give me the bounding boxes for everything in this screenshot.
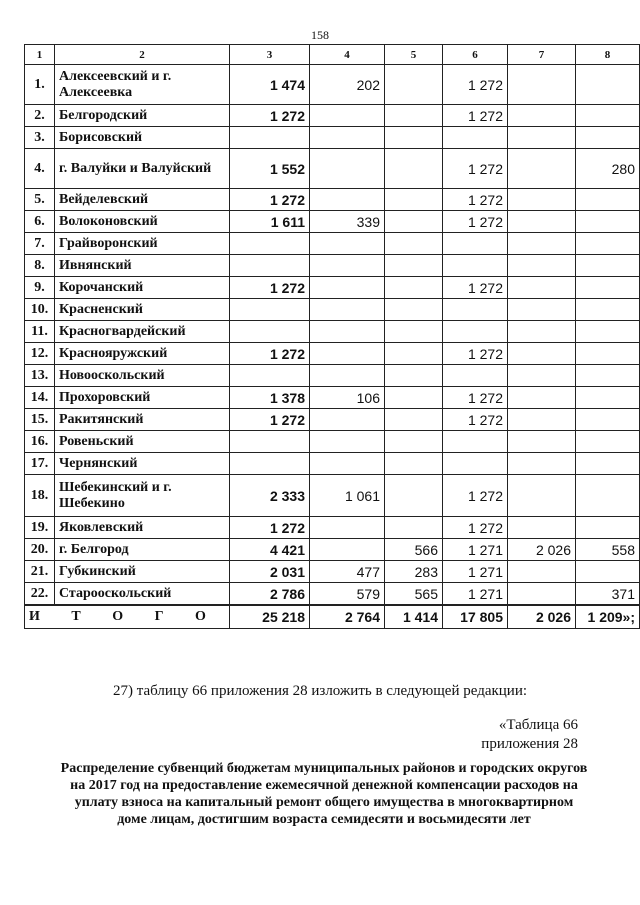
value-col-7 <box>508 149 576 189</box>
row-number: 11. <box>25 321 55 343</box>
row-number: 1. <box>25 65 55 105</box>
value-col-5 <box>385 409 443 431</box>
value-col-5 <box>385 211 443 233</box>
row-number: 3. <box>25 127 55 149</box>
value-col-7 <box>508 65 576 105</box>
value-col-4 <box>310 453 385 475</box>
value-col-6: 1 272 <box>443 475 508 517</box>
value-col-4 <box>310 343 385 365</box>
table-row <box>25 105 640 127</box>
table-row <box>25 189 640 211</box>
value-col-4: 1 061 <box>310 475 385 517</box>
value-col-6: 1 272 <box>443 211 508 233</box>
value-col-3 <box>230 365 310 387</box>
value-col-4 <box>310 299 385 321</box>
value-col-5: 566 <box>385 539 443 561</box>
value-col-4 <box>310 277 385 299</box>
page-number: 158 <box>311 28 329 42</box>
value-col-6: 1 272 <box>443 343 508 365</box>
district-name: Красненский <box>55 299 230 321</box>
value-col-4 <box>310 365 385 387</box>
value-col-6 <box>443 233 508 255</box>
value-col-6 <box>443 453 508 475</box>
value-col-5 <box>385 517 443 539</box>
row-number: 13. <box>25 365 55 387</box>
value-col-6: 1 272 <box>443 387 508 409</box>
row-number: 10. <box>25 299 55 321</box>
district-name: Красногвардейский <box>55 321 230 343</box>
value-col-4 <box>310 517 385 539</box>
value-col-5: 565 <box>385 583 443 606</box>
value-col-7: 2 026 <box>508 539 576 561</box>
row-number: 12. <box>25 343 55 365</box>
row-number: 14. <box>25 387 55 409</box>
row-number: 17. <box>25 453 55 475</box>
value-col-3 <box>230 299 310 321</box>
row-number: 16. <box>25 431 55 453</box>
row-number: 22. <box>25 583 55 606</box>
value-col-3 <box>230 127 310 149</box>
row-number: 9. <box>25 277 55 299</box>
table-row <box>25 277 640 299</box>
value-col-6 <box>443 431 508 453</box>
table-row <box>25 475 640 517</box>
value-col-6: 1 272 <box>443 149 508 189</box>
value-col-5 <box>385 365 443 387</box>
value-col-8 <box>576 517 640 539</box>
value-col-6: 1 272 <box>443 189 508 211</box>
table-row <box>25 127 640 149</box>
table-row <box>25 387 640 409</box>
value-col-5 <box>385 149 443 189</box>
total-c5: 1 414 <box>385 605 443 629</box>
value-col-4: 579 <box>310 583 385 606</box>
value-col-8 <box>576 255 640 277</box>
value-col-5 <box>385 343 443 365</box>
value-col-8 <box>576 561 640 583</box>
value-col-7 <box>508 475 576 517</box>
value-col-8 <box>576 105 640 127</box>
district-name: г. Белгород <box>55 539 230 561</box>
value-col-8 <box>576 299 640 321</box>
table-row <box>25 299 640 321</box>
value-col-3 <box>230 453 310 475</box>
value-col-7 <box>508 561 576 583</box>
value-col-8 <box>576 409 640 431</box>
value-col-3 <box>230 255 310 277</box>
table-heading: Распределение субвенций бюджетам муниципальных районов и городских округов на 2017 год на предоставление ежемесячной денежной компенсации расходов на уплату взноса на капитальный ремонт общего имущества в многоквартирном доме лицам, достигшим возраста семидесяти и восьмидесяти лет <box>60 761 588 827</box>
value-col-8 <box>576 189 640 211</box>
row-number: 15. <box>25 409 55 431</box>
value-col-3: 1 272 <box>230 343 310 365</box>
value-col-3 <box>230 321 310 343</box>
column-header: 3 <box>230 45 310 65</box>
value-col-4 <box>310 539 385 561</box>
value-col-3: 1 552 <box>230 149 310 189</box>
row-number: 2. <box>25 105 55 127</box>
value-col-6: 1 272 <box>443 517 508 539</box>
district-name: Шебекинский и г. Шебекино <box>55 475 230 517</box>
value-col-5 <box>385 321 443 343</box>
value-col-8 <box>576 431 640 453</box>
value-col-4 <box>310 105 385 127</box>
value-col-6: 1 272 <box>443 277 508 299</box>
value-col-8: 371 <box>576 583 640 606</box>
value-col-5 <box>385 475 443 517</box>
district-name: Ивнянский <box>55 255 230 277</box>
value-col-7 <box>508 255 576 277</box>
column-header: 4 <box>310 45 385 65</box>
value-col-3 <box>230 233 310 255</box>
table-row <box>25 409 640 431</box>
table-row <box>25 149 640 189</box>
table-row <box>25 233 640 255</box>
value-col-6: 1 272 <box>443 105 508 127</box>
value-col-7 <box>508 409 576 431</box>
table-row <box>25 343 640 365</box>
total-c7: 2 026 <box>508 605 576 629</box>
value-col-5 <box>385 431 443 453</box>
table-row <box>25 539 640 561</box>
value-col-6 <box>443 321 508 343</box>
value-col-4 <box>310 431 385 453</box>
amendment-paragraph: 27) таблицу 66 приложения 28 изложить в следующей редакции: <box>112 683 528 699</box>
value-col-5 <box>385 299 443 321</box>
subsidy-table <box>24 44 640 629</box>
value-col-6 <box>443 255 508 277</box>
value-col-4 <box>310 233 385 255</box>
value-col-7 <box>508 431 576 453</box>
district-name: Борисовский <box>55 127 230 149</box>
value-col-7 <box>508 321 576 343</box>
value-col-8 <box>576 475 640 517</box>
value-col-6 <box>443 127 508 149</box>
value-col-8 <box>576 321 640 343</box>
value-col-3: 1 272 <box>230 517 310 539</box>
district-name: Прохоровский <box>55 387 230 409</box>
value-col-7 <box>508 517 576 539</box>
district-name: Вейделевский <box>55 189 230 211</box>
value-col-4 <box>310 127 385 149</box>
value-col-6 <box>443 365 508 387</box>
table-row <box>25 365 640 387</box>
value-col-8 <box>576 387 640 409</box>
value-col-7 <box>508 189 576 211</box>
table-row <box>25 583 640 606</box>
value-col-5 <box>385 127 443 149</box>
value-col-7 <box>508 453 576 475</box>
value-col-3: 2 333 <box>230 475 310 517</box>
value-col-5 <box>385 387 443 409</box>
value-col-7 <box>508 105 576 127</box>
district-name: Новооскольский <box>55 365 230 387</box>
value-col-6: 1 272 <box>443 409 508 431</box>
row-number: 19. <box>25 517 55 539</box>
value-col-7 <box>508 277 576 299</box>
value-col-3: 1 611 <box>230 211 310 233</box>
value-col-7 <box>508 211 576 233</box>
value-col-3: 4 421 <box>230 539 310 561</box>
value-col-5 <box>385 189 443 211</box>
table-row <box>25 517 640 539</box>
district-name: Волоконовский <box>55 211 230 233</box>
district-name: Губкинский <box>55 561 230 583</box>
value-col-7 <box>508 233 576 255</box>
row-number: 4. <box>25 149 55 189</box>
value-col-6: 1 271 <box>443 561 508 583</box>
value-col-8 <box>576 233 640 255</box>
district-name: г. Валуйки и Валуйский <box>55 149 230 189</box>
table-reference-line-1: «Таблица 66 <box>498 717 578 733</box>
value-col-3: 2 786 <box>230 583 310 606</box>
table-row <box>25 453 640 475</box>
value-col-7 <box>508 583 576 606</box>
total-c3: 25 218 <box>230 605 310 629</box>
total-c4: 2 764 <box>310 605 385 629</box>
total-label: И Т О Г О <box>25 605 230 629</box>
district-name: Ровеньский <box>55 431 230 453</box>
value-col-5 <box>385 65 443 105</box>
value-col-7 <box>508 387 576 409</box>
district-name: Краснояружский <box>55 343 230 365</box>
district-name: Ракитянский <box>55 409 230 431</box>
column-header: 8 <box>576 45 640 65</box>
value-col-4 <box>310 149 385 189</box>
value-col-3: 1 272 <box>230 409 310 431</box>
value-col-3 <box>230 431 310 453</box>
column-header: 7 <box>508 45 576 65</box>
value-col-5 <box>385 453 443 475</box>
value-col-8 <box>576 277 640 299</box>
value-col-3: 1 272 <box>230 277 310 299</box>
value-col-4: 477 <box>310 561 385 583</box>
column-header: 5 <box>385 45 443 65</box>
district-name: Алексеевский и г. Алексеевка <box>55 65 230 105</box>
value-col-8 <box>576 211 640 233</box>
table-row <box>25 321 640 343</box>
value-col-3: 2 031 <box>230 561 310 583</box>
total-row <box>25 605 640 629</box>
table-row <box>25 65 640 105</box>
total-c6: 17 805 <box>443 605 508 629</box>
row-number: 18. <box>25 475 55 517</box>
value-col-4: 339 <box>310 211 385 233</box>
column-header: 2 <box>55 45 230 65</box>
value-col-4: 202 <box>310 65 385 105</box>
row-number: 20. <box>25 539 55 561</box>
value-col-8 <box>576 343 640 365</box>
table-row <box>25 431 640 453</box>
value-col-7 <box>508 343 576 365</box>
value-col-3: 1 272 <box>230 105 310 127</box>
value-col-5: 283 <box>385 561 443 583</box>
district-name: Белгородский <box>55 105 230 127</box>
value-col-4 <box>310 321 385 343</box>
value-col-4 <box>310 189 385 211</box>
column-header: 1 <box>25 45 55 65</box>
row-number: 21. <box>25 561 55 583</box>
value-col-8 <box>576 365 640 387</box>
row-number: 8. <box>25 255 55 277</box>
table-header-row <box>25 45 640 65</box>
value-col-8 <box>576 65 640 105</box>
value-col-3: 1 378 <box>230 387 310 409</box>
value-col-7 <box>508 127 576 149</box>
value-col-7 <box>508 299 576 321</box>
value-col-8: 280 <box>576 149 640 189</box>
value-col-5 <box>385 105 443 127</box>
table-row <box>25 255 640 277</box>
value-col-7 <box>508 365 576 387</box>
row-number: 6. <box>25 211 55 233</box>
district-name: Чернянский <box>55 453 230 475</box>
value-col-6: 1 271 <box>443 539 508 561</box>
value-col-8: 558 <box>576 539 640 561</box>
table-row <box>25 561 640 583</box>
value-col-6 <box>443 299 508 321</box>
value-col-3: 1 272 <box>230 189 310 211</box>
table-row <box>25 211 640 233</box>
district-name: Яковлевский <box>55 517 230 539</box>
total-c8: 1 209»; <box>576 605 640 629</box>
district-name: Грайворонский <box>55 233 230 255</box>
value-col-3: 1 474 <box>230 65 310 105</box>
district-name: Корочанский <box>55 277 230 299</box>
value-col-4 <box>310 255 385 277</box>
value-col-6: 1 272 <box>443 65 508 105</box>
value-col-4 <box>310 409 385 431</box>
value-col-8 <box>576 127 640 149</box>
value-col-6: 1 271 <box>443 583 508 606</box>
value-col-4: 106 <box>310 387 385 409</box>
column-header: 6 <box>443 45 508 65</box>
value-col-5 <box>385 233 443 255</box>
row-number: 7. <box>25 233 55 255</box>
row-number: 5. <box>25 189 55 211</box>
table-reference-line-2: приложения 28 <box>481 736 578 752</box>
district-name: Старооскольский <box>55 583 230 606</box>
value-col-8 <box>576 453 640 475</box>
value-col-5 <box>385 255 443 277</box>
value-col-5 <box>385 277 443 299</box>
